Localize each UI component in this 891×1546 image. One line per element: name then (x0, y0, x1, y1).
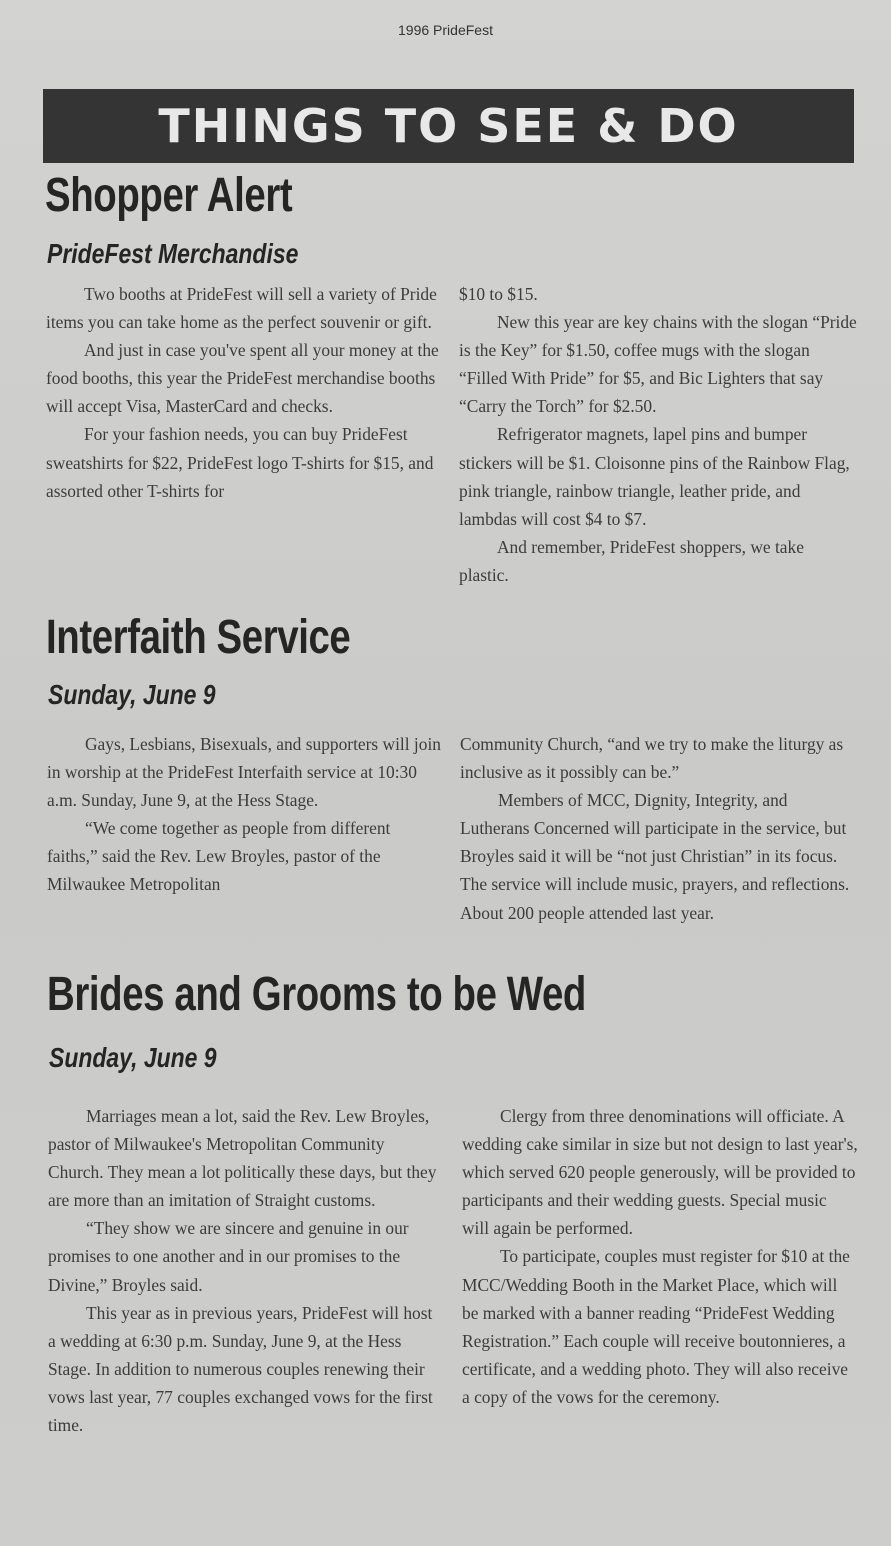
shopper-alert-headline: Shopper Alert (45, 169, 293, 222)
article-paragraph: New this year are key chains with the slogan “Pride is the Key” for $1.50, coffee mugs with the slogan “Filled With Pride” for $5, and Bic Lighters that say “Carry the Torch” for $2.50. (459, 312, 857, 417)
article-paragraph: Two booths at PrideFest will sell a variety of Pride items you can take home as the perfect souvenir or gift. (46, 284, 437, 333)
article-paragraph: Clergy from three denominations will officiate. A wedding cake similar in size but not design to last year's, which served 620 people generously, will be provided to participants and their wedding guests. Special music will again be performed. (462, 1106, 858, 1239)
shopper-alert-subhead: PrideFest Merchandise (47, 238, 299, 269)
interfaith-service-subhead: Sunday, June 9 (48, 679, 216, 710)
banner-title: THINGS TO SEE & DO (158, 99, 739, 153)
article-paragraph: For your fashion needs, you can buy PrideFest sweatshirts for $22, PrideFest logo T-shirts for $15, and assorted other T-shirts for (46, 424, 434, 501)
article-paragraph-continued: $10 to $15. (459, 284, 538, 304)
brides-grooms-subhead: Sunday, June 9 (49, 1042, 217, 1073)
article-paragraph: Gays, Lesbians, Bisexuals, and supporters will join in worship at the PrideFest Interfaith service at 10:30 a.m. Sunday, June 9, at the Hess Stage. (47, 734, 441, 811)
article-paragraph: Refrigerator magnets, lapel pins and bumper stickers will be $1. Cloisonne pins of the Rainbow Flag, pink triangle, rainbow triangle, leather pride, and lambdas will cost $4 to $7. (459, 424, 850, 529)
article-paragraph: Members of MCC, Dignity, Integrity, and Lutherans Concerned will participate in the service, but Broyles said it will be “not just Christian” in its focus. The service will include music, prayers, and reflections. About 200 people attended last year. (460, 790, 850, 923)
article-paragraph: Marriages mean a lot, said the Rev. Lew Broyles, pastor of Milwaukee's Metropolitan Community Church. They mean a lot politically these days, but they are more than an imitation of Straight customs. (48, 1106, 437, 1211)
interfaith-service-headline: Interfaith Service (46, 611, 351, 664)
article-paragraph: And remember, PrideFest shoppers, we take plastic. (459, 536, 804, 585)
article-paragraph: “We come together as people from different faiths,” said the Rev. Lew Broyles, pastor of the Milwaukee Metropolitan (47, 818, 391, 895)
section-banner (43, 89, 854, 163)
article-paragraph: “They show we are sincere and genuine in our promises to one another and in our promises to the Divine,” Broyles said. (48, 1218, 409, 1295)
shopper-alert-right-column (459, 280, 857, 589)
shopper-alert-left-column (46, 280, 442, 505)
brides-grooms-left-column (48, 1102, 444, 1439)
interfaith-right-column (460, 730, 856, 927)
article-paragraph: This year as in previous years, PrideFest will host a wedding at 6:30 p.m. Sunday, June 9, at the Hess Stage. In addition to numerous couples renewing their vows last year, 77 couples exchanged vows for the first time. (48, 1302, 433, 1436)
article-paragraph: To participate, couples must register for $10 at the MCC/Wedding Booth in the Market Place, which will be marked with a banner reading “PrideFest Wedding Registration.” Each couple will receive boutonnieres, a certificate, and a wedding photo. They will also receive a copy of the vows for the ceremony. (462, 1246, 850, 1407)
brides-grooms-right-column (462, 1102, 858, 1411)
interfaith-left-column (47, 730, 445, 899)
article-paragraph: And just in case you've spent all your money at the food booths, this year the PrideFest merchandise booths will accept Visa, MasterCard and checks. (46, 340, 439, 417)
running-head: 1996 PrideFest (398, 22, 493, 38)
brides-grooms-headline: Brides and Grooms to be Wed (47, 968, 586, 1021)
article-paragraph-continued: Community Church, “and we try to make the liturgy as inclusive as it possibly can be.” (460, 734, 844, 783)
